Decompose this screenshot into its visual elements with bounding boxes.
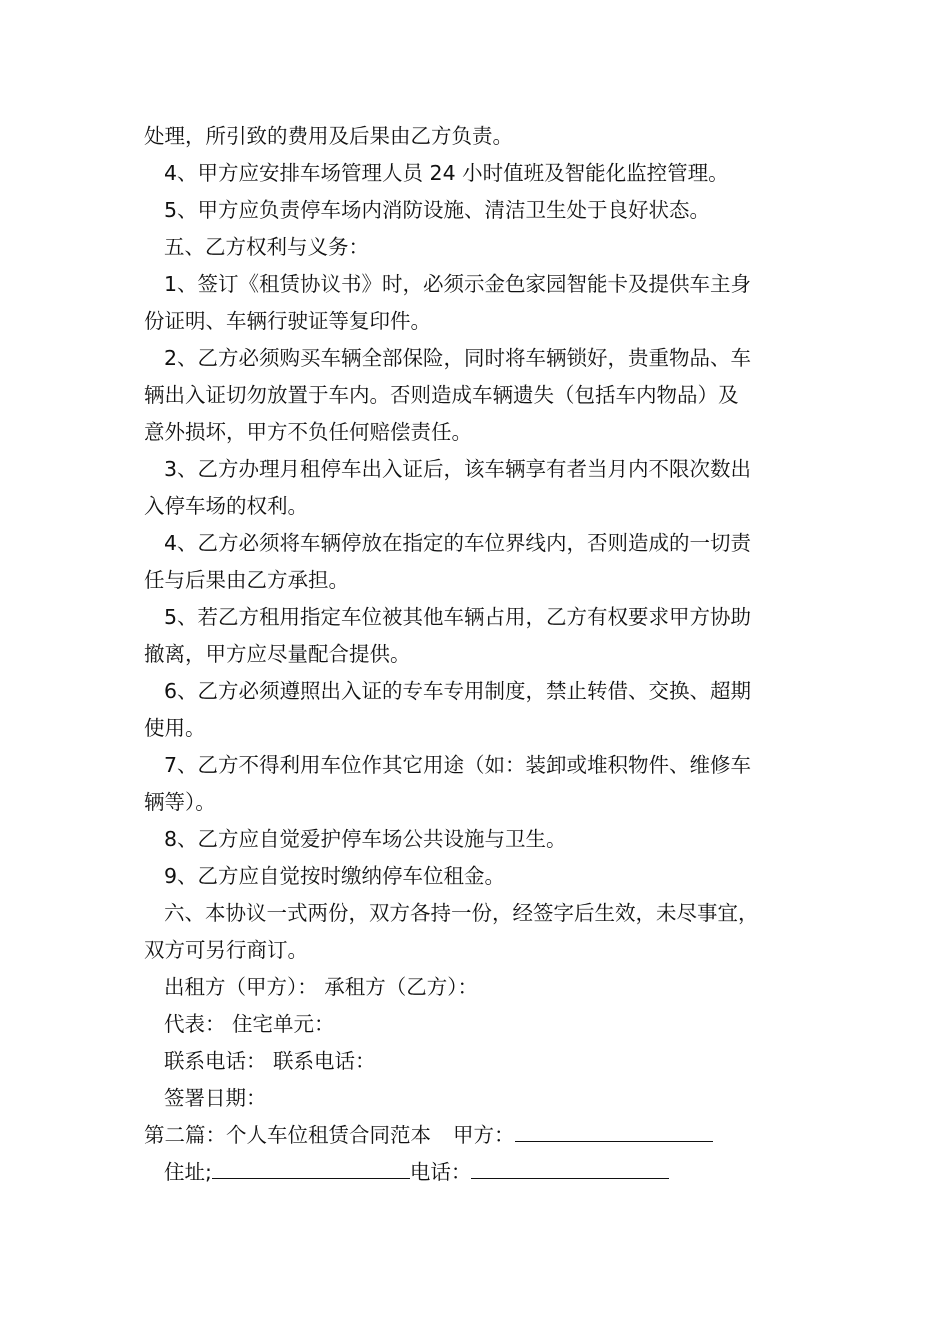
text-line: 入停车场的权利。 <box>144 494 308 518</box>
text-line: 使用。 <box>144 716 206 740</box>
text-line: 3、乙方办理月租停车出入证后，该车辆享有者当月内不限次数出 <box>164 457 752 481</box>
signature-parties: 出租方（甲方）： 承租方（乙方）： <box>164 975 479 999</box>
text-line: 5、甲方应负责停车场内消防设施、清洁卫生处于良好状态。 <box>164 198 711 222</box>
address-label: 住址; <box>164 1160 212 1184</box>
text-line: 辆等）。 <box>144 790 216 814</box>
party-a-label: 甲方： <box>453 1123 515 1147</box>
section-heading: 五、乙方权利与义务： <box>164 235 369 259</box>
text-line: 任与后果由乙方承担。 <box>144 568 349 592</box>
text-line: 双方可另行商订。 <box>144 938 308 962</box>
signature-phone: 联系电话： 联系电话： <box>164 1049 376 1073</box>
text-line: 6、乙方必须遵照出入证的专车专用制度，禁止转借、交换、超期 <box>164 679 752 703</box>
party-a-blank <box>515 1122 713 1142</box>
text-line: 辆出入证切勿放置于车内。否则造成车辆遗失（包括车内物品）及 <box>144 383 739 407</box>
signature-representative: 代表： 住宅单元： <box>164 1012 335 1036</box>
text-line: 2、乙方必须购买车辆全部保险，同时将车辆锁好，贵重物品、车 <box>164 346 752 370</box>
text-line: 8、乙方应自觉爱护停车场公共设施与卫生。 <box>164 827 567 851</box>
text-line: 9、乙方应自觉按时缴纳停车位租金。 <box>164 864 506 888</box>
text-line: 1、签订《租赁协议书》时，必须示金色家园智能卡及提供车主身 <box>164 272 752 296</box>
text-line: 份证明、车辆行驶证等复印件。 <box>144 309 431 333</box>
text-line: 4、乙方必须将车辆停放在指定的车位界线内，否则造成的一切责 <box>164 531 752 555</box>
second-contract-title: 第二篇：个人车位租赁合同范本 <box>144 1123 431 1147</box>
signature-date: 签署日期： <box>164 1086 267 1110</box>
address-phone-line <box>164 1159 669 1185</box>
text-line: 4、甲方应安排车场管理人员 24 小时值班及智能化监控管理。 <box>164 161 729 185</box>
section-heading: 六、本协议一式两份，双方各持一份，经签字后生效，未尽事宜， <box>164 901 759 925</box>
text-line: 处理，所引致的费用及后果由乙方负责。 <box>144 124 513 148</box>
address-blank <box>212 1159 410 1179</box>
second-contract-heading-line <box>144 1122 713 1148</box>
text-line: 5、若乙方租用指定车位被其他车辆占用，乙方有权要求甲方协助 <box>164 605 752 629</box>
phone-label: 电话： <box>409 1160 472 1184</box>
text-line: 7、乙方不得利用车位作其它用途（如：装卸或堆积物件、维修车 <box>164 753 752 777</box>
phone-blank <box>471 1159 669 1179</box>
text-line: 意外损坏，甲方不负任何赔偿责任。 <box>144 420 472 444</box>
text-line: 撤离，甲方应尽量配合提供。 <box>144 642 411 666</box>
